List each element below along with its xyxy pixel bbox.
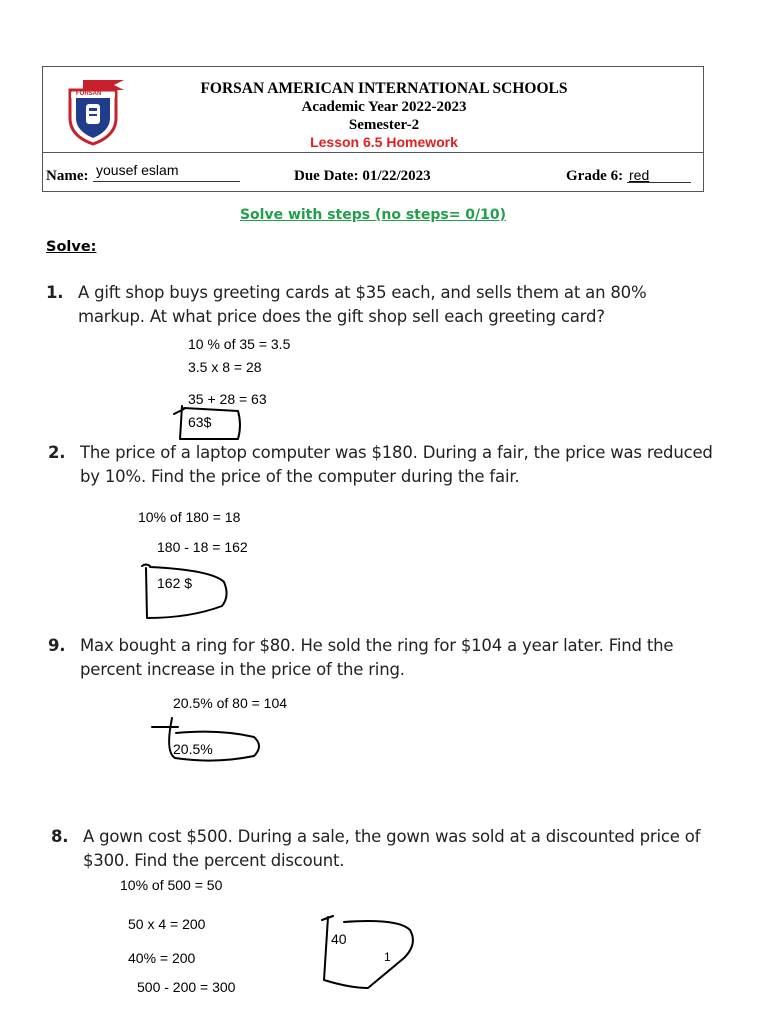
question-number: 1. [46,283,64,302]
work-line: 500 - 200 = 300 [137,979,236,995]
answer-note: 1 [384,950,391,964]
work-line: 40% = 200 [128,950,196,966]
grade-value: red [629,167,650,183]
solve-label: Solve: [46,239,97,255]
question-line: A gown cost $500. During a sale, the gown was sold at a discounted price of [83,827,701,846]
question-number: 8. [51,827,69,846]
work-line: 10% of 500 = 50 [120,877,223,893]
work-line: 50 x 4 = 200 [128,916,206,932]
question-line: percent increase in the price of the ring. [80,660,405,679]
work-line: 180 - 18 = 162 [157,539,248,555]
question-line: $300. Find the percent discount. [83,851,345,870]
work-line: 35 + 28 = 63 [188,391,267,407]
answer-value: 162 $ [157,575,193,591]
work-line: 3.5 x 8 = 28 [188,359,262,375]
question-line: The price of a laptop computer was $180. During a fair, the price was reduced [80,443,713,462]
answer-value: 20.5% [173,741,213,757]
name-value: yousef eslam [96,162,179,178]
work-line: 10 % of 35 = 3.5 [188,336,291,352]
question-line: by 10%. Find the price of the computer during the fair. [80,467,520,486]
name-label: Name: [46,168,89,184]
question-number: 9. [48,636,66,655]
answer-circle-2 [142,565,227,619]
answer-circle-4 [322,916,413,988]
academic-year: Academic Year 2022-2023 [301,99,467,115]
question-line: A gift shop buys greeting cards at $35 each, and sells them at an 80% [78,283,647,302]
answer-value: 40 [331,931,347,947]
work-line: 20.5% of 80 = 104 [173,695,288,711]
school-name: FORSAN AMERICAN INTERNATIONAL SCHOOLS [200,80,568,97]
instruction: Solve with steps (no steps= 0/10) [239,207,507,223]
question-line: Max bought a ring for $80. He sold the ring for $104 a year later. Find the [80,636,674,655]
question-line: markup. At what price does the gift shop sell each greeting card? [78,307,605,326]
answer-value: 63$ [188,414,212,430]
answer-circle-3 [152,718,259,761]
work-line: 10% of 180 = 18 [138,509,241,525]
logo-text: FORSAN [76,91,102,97]
answer-circle-1 [174,406,240,439]
question-number: 2. [48,443,66,462]
due-date: Due Date: 01/22/2023 [294,168,431,184]
grade-label: Grade 6: [566,168,624,184]
lesson-title: Lesson 6.5 Homework [310,134,458,150]
semester: Semester-2 [348,117,420,133]
